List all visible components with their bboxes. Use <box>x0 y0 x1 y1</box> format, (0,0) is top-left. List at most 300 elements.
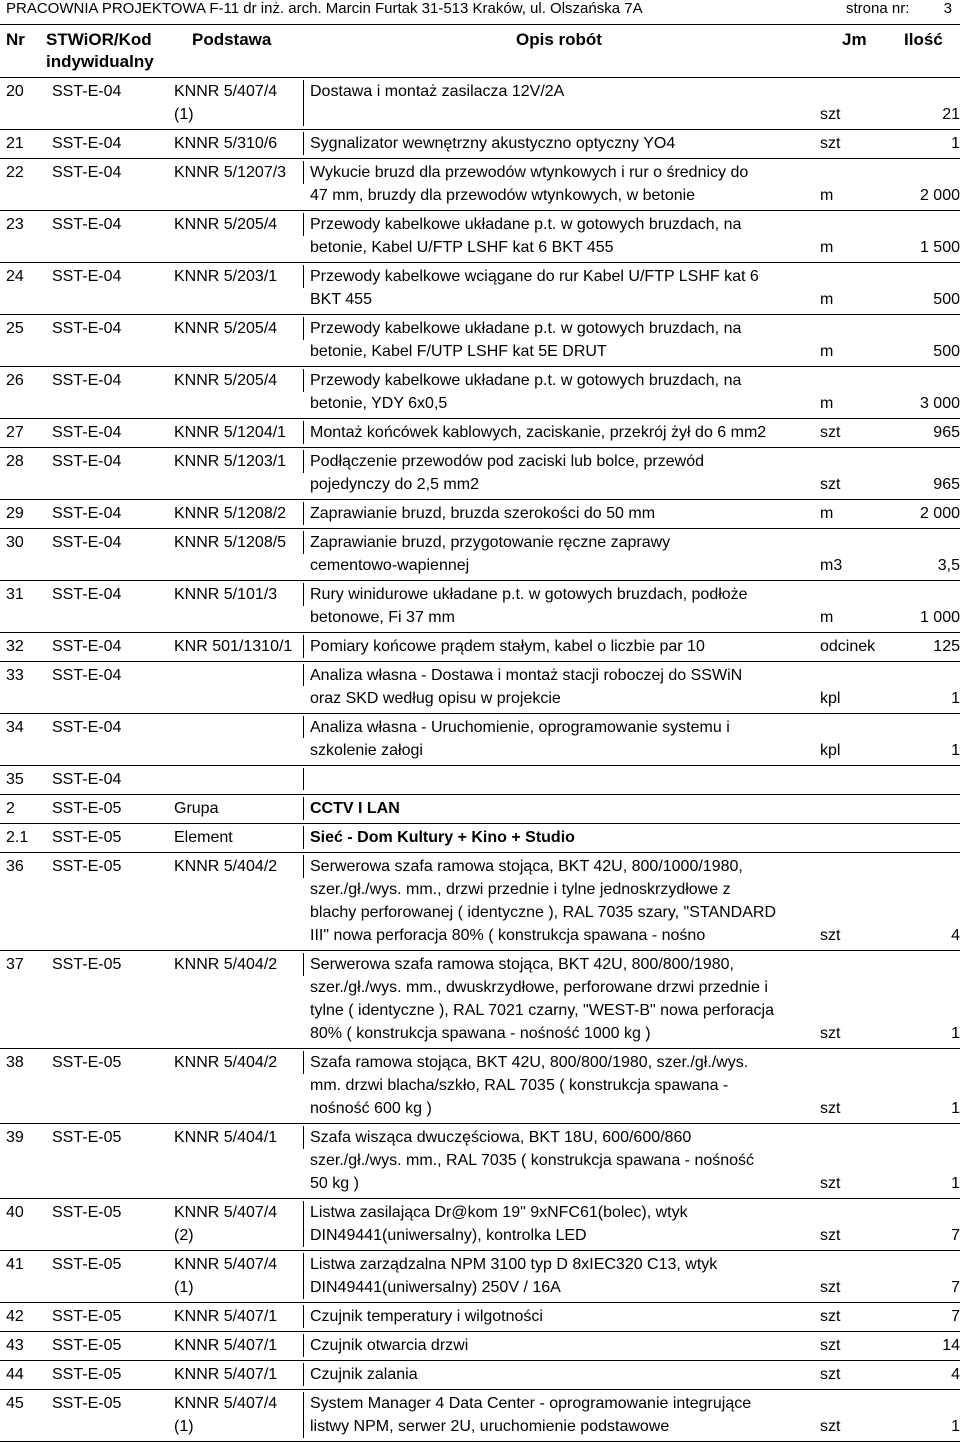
row-kod <box>52 529 174 581</box>
row-nr <box>0 78 52 130</box>
col-nr: Nr <box>6 30 25 49</box>
row-podstawa <box>174 78 308 130</box>
row-kod <box>52 500 174 529</box>
row-ilosc-text: 1 <box>951 135 960 152</box>
row-podstawa-text <box>174 664 304 686</box>
row-nr-text: 45 <box>6 1395 24 1412</box>
row-opis-text: Przewody kabelkowe układane p.t. w gotowych bruzdach, na betonie, Kabel F/UTP LSHF kat 5E DRUT <box>310 320 742 360</box>
row-jm-text: szt <box>820 1366 841 1383</box>
table-row <box>0 714 960 766</box>
row-opis <box>308 1199 820 1251</box>
row-kod <box>52 211 174 263</box>
row-ilosc <box>894 315 960 367</box>
row-podstawa <box>174 795 308 824</box>
row-jm-text: szt <box>820 424 841 441</box>
row-ilosc <box>894 159 960 211</box>
table-row <box>0 78 960 130</box>
company-header: PRACOWNIA PROJEKTOWA F-11 dr inż. arch. Marcin Furtak 31-513 Kraków, ul. Olszańska 7A <box>6 0 643 17</box>
table-row <box>0 130 960 159</box>
table-row <box>0 1303 960 1332</box>
row-opis <box>308 853 820 951</box>
row-podstawa-text: KNNR 5/205/4 <box>174 213 304 236</box>
row-podstawa <box>174 159 308 211</box>
row-podstawa <box>174 1332 308 1361</box>
row-kod <box>52 1124 174 1199</box>
row-ilosc-text: 4 <box>951 1366 960 1383</box>
row-podstawa-text: KNNR 5/1208/2 <box>174 502 304 525</box>
row-opis <box>308 159 820 211</box>
row-kod <box>52 78 174 130</box>
row-podstawa <box>174 130 308 159</box>
row-podstawa <box>174 853 308 951</box>
table-row <box>0 159 960 211</box>
table-row <box>0 633 960 662</box>
row-ilosc-text: 2 000 <box>919 505 960 522</box>
row-kod-text: SST-E-04 <box>52 424 122 441</box>
row-ilosc-text: 1 500 <box>919 239 960 256</box>
column-headers <box>0 25 960 78</box>
row-kod-text: SST-E-04 <box>52 372 122 389</box>
row-opis-text: Serwerowa szafa ramowa stojąca, BKT 42U, 800/1000/1980, szer./gł./wys. mm., drzwi przednie i tylne jednoskrzydłowe z blachy perforowanej ( identyczne ), RAL 7035 szary, "STANDARD III" nowa perforacja 80% ( konstrukcja spawana - nośno <box>310 858 777 944</box>
row-ilosc <box>894 263 960 315</box>
row-opis <box>308 714 820 766</box>
row-nr-text: 39 <box>6 1129 24 1146</box>
row-ilosc <box>894 529 960 581</box>
row-jm <box>820 263 894 315</box>
row-opis-text: Analiza własna - Dostawa i montaż stacji roboczej do SSWiN oraz SKD według opisu w projekcie <box>310 667 743 707</box>
row-kod-text: SST-E-04 <box>52 719 122 736</box>
col-jm: Jm <box>842 30 867 49</box>
row-nr <box>0 1332 52 1361</box>
row-nr <box>0 1361 52 1390</box>
row-ilosc-text: 21 <box>942 106 960 123</box>
row-opis-text: Sygnalizator wewnętrzny akustyczno optyczny YO4 <box>310 135 676 152</box>
row-jm-text: szt <box>820 1100 841 1117</box>
row-podstawa-text: KNNR 5/407/4 (1) <box>174 80 304 126</box>
row-kod <box>52 633 174 662</box>
row-jm <box>820 662 894 714</box>
row-podstawa-text <box>174 716 304 738</box>
row-ilosc <box>894 633 960 662</box>
row-opis <box>308 448 820 500</box>
row-podstawa-text: KNNR 5/1203/1 <box>174 450 304 473</box>
row-podstawa <box>174 1390 308 1442</box>
row-opis <box>308 633 820 662</box>
row-opis <box>308 419 820 448</box>
row-podstawa-text: KNNR 5/407/4 (1) <box>174 1253 304 1299</box>
table-row <box>0 448 960 500</box>
row-jm <box>820 419 894 448</box>
row-jm <box>820 714 894 766</box>
row-jm <box>820 795 894 824</box>
row-podstawa-text: KNNR 5/404/2 <box>174 1051 304 1074</box>
row-nr-text: 27 <box>6 424 24 441</box>
page-number: 3 <box>943 0 952 17</box>
row-jm <box>820 1332 894 1361</box>
row-podstawa <box>174 633 308 662</box>
row-podstawa-text: Grupa <box>174 797 304 820</box>
row-ilosc-text: 500 <box>933 291 960 308</box>
row-opis-text: Szafa ramowa stojąca, BKT 42U, 800/800/1980, szer./gł./wys. mm. drzwi blacha/szkło, RAL 7035 ( konstrukcja spawana - nośność 600 kg ) <box>310 1054 749 1117</box>
row-podstawa-text: KNNR 5/407/1 <box>174 1334 304 1357</box>
row-kod <box>52 714 174 766</box>
row-nr <box>0 581 52 633</box>
row-kod <box>52 951 174 1049</box>
row-nr <box>0 315 52 367</box>
row-podstawa <box>174 500 308 529</box>
row-jm-text: m <box>820 343 834 360</box>
row-ilosc-text: 1 <box>951 1175 960 1192</box>
row-nr <box>0 448 52 500</box>
row-jm <box>820 1390 894 1442</box>
row-nr <box>0 529 52 581</box>
row-podstawa-text: KNNR 5/407/1 <box>174 1363 304 1386</box>
row-kod <box>52 263 174 315</box>
col-opis: Opis robót <box>516 30 602 49</box>
row-kod <box>52 795 174 824</box>
table-row <box>0 795 960 824</box>
row-nr <box>0 130 52 159</box>
row-podstawa-text: KNNR 5/310/6 <box>174 132 304 155</box>
row-kod <box>52 662 174 714</box>
row-jm-text: szt <box>820 106 841 123</box>
row-podstawa <box>174 1049 308 1124</box>
row-jm-text: m <box>820 187 834 204</box>
row-podstawa-text: KNNR 5/205/4 <box>174 369 304 392</box>
row-kod-text: SST-E-05 <box>52 829 122 846</box>
row-opis-text: Dostawa i montaż zasilacza 12V/2A <box>310 83 565 100</box>
table-row <box>0 951 960 1049</box>
row-podstawa-text: KNNR 5/101/3 <box>174 583 304 606</box>
row-nr-text: 28 <box>6 453 24 470</box>
row-ilosc-text: 965 <box>933 424 960 441</box>
row-ilosc <box>894 581 960 633</box>
row-opis <box>308 500 820 529</box>
row-jm <box>820 529 894 581</box>
row-podstawa <box>174 211 308 263</box>
row-podstawa <box>174 824 308 853</box>
row-podstawa-text: KNNR 5/404/2 <box>174 855 304 878</box>
row-nr-text: 26 <box>6 372 24 389</box>
table-row <box>0 367 960 419</box>
row-kod-text: SST-E-05 <box>52 1395 122 1412</box>
row-kod <box>52 130 174 159</box>
row-ilosc <box>894 1199 960 1251</box>
row-jm-text: m <box>820 395 834 412</box>
row-nr-text: 35 <box>6 771 24 788</box>
row-ilosc <box>894 500 960 529</box>
row-jm-text: szt <box>820 135 841 152</box>
row-podstawa-text: KNNR 5/407/4 (1) <box>174 1392 304 1438</box>
row-kod <box>52 1390 174 1442</box>
row-nr <box>0 1124 52 1199</box>
row-ilosc <box>894 1332 960 1361</box>
table-row <box>0 315 960 367</box>
row-nr-text: 31 <box>6 586 24 603</box>
row-ilosc <box>894 766 960 795</box>
row-nr <box>0 766 52 795</box>
row-kod-text: SST-E-05 <box>52 1129 122 1146</box>
row-jm <box>820 130 894 159</box>
row-ilosc <box>894 78 960 130</box>
row-ilosc <box>894 795 960 824</box>
table-row <box>0 1049 960 1124</box>
row-nr-text: 21 <box>6 135 24 152</box>
row-nr <box>0 211 52 263</box>
table-row <box>0 662 960 714</box>
row-ilosc <box>894 1303 960 1332</box>
row-jm <box>820 1049 894 1124</box>
row-jm <box>820 581 894 633</box>
row-opis-text: Czujnik temperatury i wilgotności <box>310 1308 543 1325</box>
row-nr-text: 25 <box>6 320 24 337</box>
row-jm <box>820 824 894 853</box>
row-podstawa-text: KNNR 5/407/4 (2) <box>174 1201 304 1247</box>
row-opis <box>308 367 820 419</box>
row-opis <box>308 315 820 367</box>
row-jm-text: szt <box>820 476 841 493</box>
row-kod <box>52 581 174 633</box>
row-jm <box>820 315 894 367</box>
row-jm-text: szt <box>820 1279 841 1296</box>
row-opis <box>308 1124 820 1199</box>
row-opis <box>308 78 820 130</box>
row-jm-text: szt <box>820 1227 841 1244</box>
table-row <box>0 1251 960 1303</box>
table-row <box>0 824 960 853</box>
row-ilosc-text: 1 <box>951 1418 960 1435</box>
row-opis <box>308 951 820 1049</box>
row-ilosc <box>894 824 960 853</box>
row-kod <box>52 159 174 211</box>
row-nr <box>0 633 52 662</box>
table-row <box>0 581 960 633</box>
row-nr-text: 38 <box>6 1054 24 1071</box>
row-opis-text: Czujnik zalania <box>310 1366 418 1383</box>
row-nr <box>0 1049 52 1124</box>
row-opis-text: CCTV I LAN <box>310 800 400 817</box>
row-kod-text: SST-E-05 <box>52 956 122 973</box>
row-podstawa-text <box>174 768 304 790</box>
row-kod <box>52 824 174 853</box>
row-ilosc <box>894 853 960 951</box>
row-ilosc-text: 3,5 <box>937 557 960 574</box>
row-podstawa-text: KNNR 5/1204/1 <box>174 421 304 444</box>
row-podstawa <box>174 448 308 500</box>
row-opis <box>308 1049 820 1124</box>
row-podstawa <box>174 1251 308 1303</box>
row-nr-text: 42 <box>6 1308 24 1325</box>
row-kod-text: SST-E-04 <box>52 505 122 522</box>
row-ilosc-text: 1 000 <box>919 609 960 626</box>
row-jm <box>820 500 894 529</box>
row-jm <box>820 766 894 795</box>
row-ilosc-text: 1 <box>951 742 960 759</box>
row-kod-text: SST-E-04 <box>52 320 122 337</box>
table-row <box>0 1124 960 1199</box>
row-jm <box>820 159 894 211</box>
row-opis <box>308 662 820 714</box>
row-podstawa <box>174 1361 308 1390</box>
row-kod <box>52 766 174 795</box>
row-podstawa-text: KNNR 5/404/2 <box>174 953 304 976</box>
row-opis-text: Wykucie bruzd dla przewodów wtynkowych i rur o średnicy do 47 mm, bruzdy dla przewodów wtynkowych, w betonie <box>310 164 749 204</box>
table-row <box>0 1332 960 1361</box>
row-ilosc-text: 7 <box>951 1308 960 1325</box>
row-jm <box>820 448 894 500</box>
row-podstawa <box>174 662 308 714</box>
row-kod <box>52 1332 174 1361</box>
row-jm-text: szt <box>820 1308 841 1325</box>
row-nr <box>0 1390 52 1442</box>
row-jm-text: szt <box>820 1337 841 1354</box>
row-nr <box>0 263 52 315</box>
row-opis-text: Przewody kabelkowe układane p.t. w gotowych bruzdach, na betonie, YDY 6x0,5 <box>310 372 742 412</box>
row-opis-text: Przewody kabelkowe wciągane do rur Kabel U/FTP LSHF kat 6 BKT 455 <box>310 268 759 308</box>
row-nr <box>0 824 52 853</box>
row-nr <box>0 419 52 448</box>
row-nr <box>0 367 52 419</box>
row-kod-text: SST-E-04 <box>52 771 122 788</box>
table-row <box>0 766 960 795</box>
row-jm <box>820 1124 894 1199</box>
row-kod-text: SST-E-04 <box>52 164 122 181</box>
row-opis <box>308 581 820 633</box>
row-kod-text: SST-E-04 <box>52 216 122 233</box>
row-opis <box>308 766 820 795</box>
row-jm-text: kpl <box>820 690 841 707</box>
row-podstawa-text: KNR 501/1310/1 <box>174 635 304 658</box>
row-ilosc <box>894 1124 960 1199</box>
row-kod-text: SST-E-05 <box>52 858 122 875</box>
row-jm-text: m <box>820 291 834 308</box>
row-nr-text: 36 <box>6 858 24 875</box>
row-jm-text: m3 <box>820 557 843 574</box>
row-podstawa <box>174 1199 308 1251</box>
row-nr-text: 2 <box>6 800 15 817</box>
row-nr-text: 41 <box>6 1256 24 1273</box>
row-ilosc-text: 965 <box>933 476 960 493</box>
row-opis-text: Czujnik otwarcia drzwi <box>310 1337 469 1354</box>
cost-table <box>0 78 960 1442</box>
row-opis <box>308 1332 820 1361</box>
row-ilosc <box>894 1049 960 1124</box>
row-nr-text: 37 <box>6 956 24 973</box>
row-nr-text: 22 <box>6 164 24 181</box>
row-ilosc <box>894 1251 960 1303</box>
row-jm <box>820 211 894 263</box>
row-opis-text: Szafa wisząca dwuczęściowa, BKT 18U, 600/600/860 szer./gł./wys. mm., RAL 7035 ( konstrukcja spawana - nośność 50 kg ) <box>310 1129 755 1192</box>
col-kod: STWiOR/Kod <box>46 30 152 49</box>
row-nr-text: 20 <box>6 83 24 100</box>
row-jm-text: m <box>820 505 834 522</box>
table-row <box>0 1199 960 1251</box>
row-jm-text: szt <box>820 1175 841 1192</box>
row-opis-text: Zaprawianie bruzd, bruzda szerokości do 50 mm <box>310 505 656 522</box>
row-opis <box>308 263 820 315</box>
row-opis <box>308 1390 820 1442</box>
row-jm <box>820 951 894 1049</box>
row-opis-text: Serwerowa szafa ramowa stojąca, BKT 42U, 800/800/1980, szer./gł./wys. mm., dwuskrzydłowe, perforowane drzwi przednie i tylne ( identyczne ), RAL 7021 czarny, "WEST-B" nowa perforacja 80% ( konstrukcja spawana - nośność 1000 kg ) <box>310 956 774 1042</box>
row-nr <box>0 951 52 1049</box>
row-jm-text: szt <box>820 1025 841 1042</box>
row-kod <box>52 1049 174 1124</box>
row-opis-text: Rury winidurowe układane p.t. w gotowych bruzdach, podłoże betonowe, Fi 37 mm <box>310 586 748 626</box>
row-nr-text: 32 <box>6 638 24 655</box>
row-kod-text: SST-E-05 <box>52 1337 122 1354</box>
row-opis-text: System Manager 4 Data Center - oprogramowanie integrujące listwy NPM, serwer 2U, uruchomienie podstawowe <box>310 1395 752 1435</box>
row-jm-text: szt <box>820 927 841 944</box>
row-jm <box>820 853 894 951</box>
row-nr-text: 30 <box>6 534 24 551</box>
row-kod-text: SST-E-04 <box>52 83 122 100</box>
row-nr <box>0 1303 52 1332</box>
row-kod-text: SST-E-05 <box>52 1054 122 1071</box>
row-kod <box>52 853 174 951</box>
row-ilosc <box>894 662 960 714</box>
row-podstawa-text: KNNR 5/407/1 <box>174 1305 304 1328</box>
row-opis <box>308 1251 820 1303</box>
row-podstawa <box>174 419 308 448</box>
row-kod <box>52 1303 174 1332</box>
row-jm-text: m <box>820 239 834 256</box>
row-jm <box>820 78 894 130</box>
col-ilosc: Ilość <box>904 30 943 49</box>
row-nr <box>0 500 52 529</box>
row-podstawa-text: KNNR 5/404/1 <box>174 1126 304 1149</box>
page-header <box>0 0 960 25</box>
col-podstawa: Podstawa <box>192 30 272 49</box>
row-opis <box>308 130 820 159</box>
row-opis <box>308 824 820 853</box>
table-row <box>0 529 960 581</box>
row-kod <box>52 367 174 419</box>
row-podstawa <box>174 1303 308 1332</box>
row-nr <box>0 853 52 951</box>
row-ilosc <box>894 419 960 448</box>
row-opis <box>308 1303 820 1332</box>
row-kod-text: SST-E-04 <box>52 586 122 603</box>
row-podstawa-text: Element <box>174 826 304 849</box>
row-podstawa <box>174 766 308 795</box>
row-kod-text: SST-E-04 <box>52 268 122 285</box>
row-ilosc <box>894 448 960 500</box>
row-podstawa-text: KNNR 5/1208/5 <box>174 531 304 554</box>
row-nr <box>0 1199 52 1251</box>
row-nr-text: 24 <box>6 268 24 285</box>
row-podstawa-text: KNNR 5/203/1 <box>174 265 304 288</box>
row-kod-text: SST-E-05 <box>52 800 122 817</box>
row-jm <box>820 633 894 662</box>
table-row <box>0 853 960 951</box>
table-row <box>0 211 960 263</box>
row-ilosc <box>894 367 960 419</box>
row-ilosc <box>894 1361 960 1390</box>
row-kod-text: SST-E-04 <box>52 638 122 655</box>
row-kod-text: SST-E-04 <box>52 667 122 684</box>
row-podstawa <box>174 714 308 766</box>
row-podstawa <box>174 951 308 1049</box>
row-opis-text: Analiza własna - Uruchomienie, oprogramowanie systemu i szkolenie załogi <box>310 719 730 759</box>
row-nr-text: 29 <box>6 505 24 522</box>
row-jm-text: kpl <box>820 742 841 759</box>
row-ilosc <box>894 211 960 263</box>
row-podstawa-text: KNNR 5/205/4 <box>174 317 304 340</box>
row-jm-text: szt <box>820 1418 841 1435</box>
table-row <box>0 1390 960 1442</box>
row-jm <box>820 1251 894 1303</box>
row-nr <box>0 795 52 824</box>
